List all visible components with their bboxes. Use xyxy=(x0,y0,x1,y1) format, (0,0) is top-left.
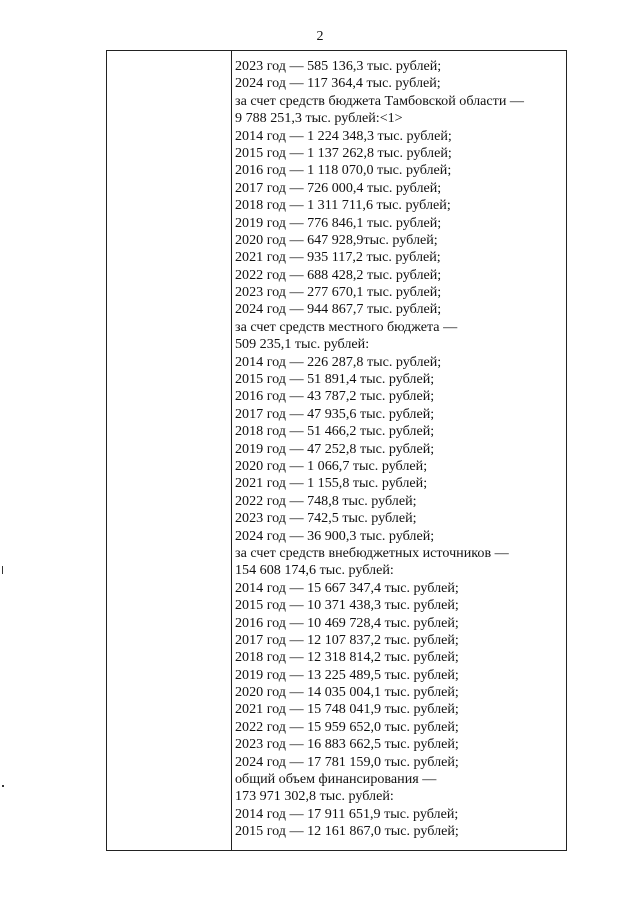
page-number: 2 xyxy=(316,29,324,44)
financing-line: 2017 год — 12 107 837,2 тыс. рублей; xyxy=(235,631,459,648)
financing-line: 2015 год — 10 371 438,3 тыс. рублей; xyxy=(235,597,459,614)
financing-line: 2024 год — 36 900,3 тыс. рублей; xyxy=(235,527,435,544)
financing-line: 2020 год — 1 066,7 тыс. рублей; xyxy=(235,457,428,474)
financing-line: 2022 год — 748,8 тыс. рублей; xyxy=(235,492,417,509)
financing-line: 154 608 174,6 тыс. рублей: xyxy=(235,562,394,579)
financing-text-cell xyxy=(235,58,564,841)
financing-line: 2019 год — 13 225 489,5 тыс. рублей; xyxy=(235,666,459,683)
financing-line: 2018 год — 12 318 814,2 тыс. рублей; xyxy=(235,649,459,666)
financing-line: 2015 год — 51 891,4 тыс. рублей; xyxy=(235,371,435,388)
financing-line: 2014 год — 226 287,8 тыс. рублей; xyxy=(235,353,442,370)
scan-mark xyxy=(2,785,4,787)
scan-mark xyxy=(2,566,3,574)
financing-line: 2019 год — 776 846,1 тыс. рублей; xyxy=(235,214,442,231)
financing-table xyxy=(106,50,567,851)
financing-line: 2014 год — 17 911 651,9 тыс. рублей; xyxy=(235,805,459,822)
financing-line: 2014 год — 1 224 348,3 тыс. рублей; xyxy=(235,127,452,144)
financing-line: 2024 год — 117 364,4 тыс. рублей; xyxy=(235,75,441,92)
financing-line: 2023 год — 16 883 662,5 тыс. рублей; xyxy=(235,736,459,753)
financing-line: 2019 год — 47 252,8 тыс. рублей; xyxy=(235,440,435,457)
financing-line: 2018 год — 1 311 711,6 тыс. рублей; xyxy=(235,197,451,214)
financing-line: за счет средств местного бюджета — xyxy=(235,318,458,335)
financing-line: 2018 год — 51 466,2 тыс. рублей; xyxy=(235,423,435,440)
financing-line: 2023 год — 742,5 тыс. рублей; xyxy=(235,510,417,527)
financing-line: общий объем финансирования — xyxy=(235,771,437,788)
financing-line: 2022 год — 15 959 652,0 тыс. рублей; xyxy=(235,718,459,735)
financing-line: 2014 год — 15 667 347,4 тыс. рублей; xyxy=(235,579,459,596)
financing-line: 2021 год — 935 117,2 тыс. рублей; xyxy=(235,249,441,266)
financing-line: 2023 год — 585 136,3 тыс. рублей; xyxy=(235,58,442,74)
financing-line: 2015 год — 12 161 867,0 тыс. рублей; xyxy=(235,823,459,840)
financing-line: 2017 год — 726 000,4 тыс. рублей; xyxy=(235,179,442,196)
financing-line: 2015 год — 1 137 262,8 тыс. рублей; xyxy=(235,144,452,161)
column-divider xyxy=(231,51,232,850)
financing-line: 2020 год — 647 928,9тыс. рублей; xyxy=(235,231,438,248)
financing-line: 2021 год — 15 748 041,9 тыс. рублей; xyxy=(235,701,459,718)
financing-line: 2024 год — 17 781 159,0 тыс. рублей; xyxy=(235,753,459,770)
financing-line: 2020 год — 14 035 004,1 тыс. рублей; xyxy=(235,684,459,701)
financing-line: 2021 год — 1 155,8 тыс. рублей; xyxy=(235,475,428,492)
financing-line: 2016 год — 10 469 728,4 тыс. рублей; xyxy=(235,614,459,631)
financing-line: 2024 год — 944 867,7 тыс. рублей; xyxy=(235,301,442,318)
financing-line: 9 788 251,3 тыс. рублей:<1> xyxy=(235,110,403,127)
financing-line: за счет средств бюджета Тамбовской области — xyxy=(235,92,525,109)
financing-line: 173 971 302,8 тыс. рублей: xyxy=(235,788,394,805)
financing-line: за счет средств внебюджетных источников — xyxy=(235,544,509,561)
financing-line: 2016 год — 1 118 070,0 тыс. рублей; xyxy=(235,162,452,179)
financing-line: 2023 год — 277 670,1 тыс. рублей; xyxy=(235,284,442,301)
financing-line: 2022 год — 688 428,2 тыс. рублей; xyxy=(235,266,442,283)
financing-line: 2016 год — 43 787,2 тыс. рублей; xyxy=(235,388,435,405)
financing-line: 509 235,1 тыс. рублей: xyxy=(235,336,370,353)
financing-line: 2017 год — 47 935,6 тыс. рублей; xyxy=(235,405,435,422)
